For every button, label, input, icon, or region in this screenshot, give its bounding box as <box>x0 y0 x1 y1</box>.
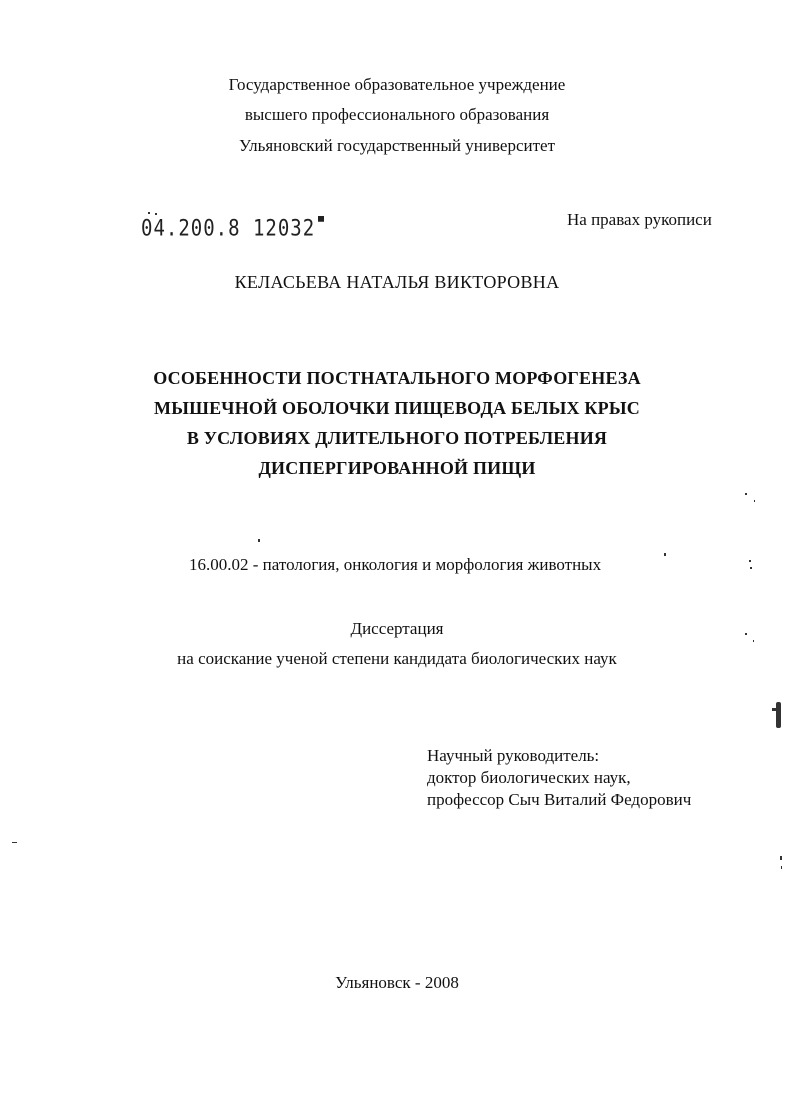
scan-speck <box>750 567 752 569</box>
scan-speck <box>754 500 755 502</box>
title-line-4: ДИСПЕРГИРОВАННОЙ ПИЩИ <box>258 458 536 478</box>
dissertation-label: Диссертация <box>350 619 444 638</box>
specialty-code: 16.00.02 - патология, онкология и морфология животных <box>189 555 602 574</box>
advisor-label: Научный руководитель: <box>427 746 600 765</box>
title-line-3: В УСЛОВИЯХ ДЛИТЕЛЬНОГО ПОТРЕБЛЕНИЯ <box>186 428 608 448</box>
institution-line-2: высшего профессионального образования <box>244 105 550 124</box>
archive-stamp-number: 04.200.8 12032 <box>141 216 316 242</box>
institution-line-3: Ульяновский государственный университет <box>239 136 555 155</box>
scan-speck <box>776 702 781 728</box>
scan-speck <box>780 856 782 860</box>
author-name: КЕЛАСЬЕВА НАТАЛЬЯ ВИКТОРОВНА <box>234 272 560 292</box>
scan-speck <box>781 866 782 869</box>
dissertation-title <box>0 363 794 483</box>
advisor-name: профессор Сыч Виталий Федорович <box>427 790 692 809</box>
stamp-mark-icon <box>318 216 324 222</box>
degree-line: на соискание ученой степени кандидата биологических наук <box>177 649 617 668</box>
scan-speck <box>12 842 17 843</box>
scan-speck <box>749 560 751 562</box>
city-year: Ульяновск - 2008 <box>335 973 459 992</box>
scan-speck <box>664 553 666 556</box>
scan-speck <box>148 212 150 214</box>
manuscript-note: На правах рукописи <box>567 210 712 229</box>
institution-line-1: Государственное образовательное учреждение <box>228 75 566 94</box>
scan-speck <box>745 633 747 635</box>
title-line-1: ОСОБЕННОСТИ ПОСТНАТАЛЬНОГО МОРФОГЕНЕЗА <box>153 368 641 388</box>
advisor-degree: доктор биологических наук, <box>427 768 631 787</box>
advisor-block <box>427 745 691 811</box>
scan-speck <box>753 640 754 642</box>
scan-speck <box>772 708 776 711</box>
title-line-2: МЫШЕЧНОЙ ОБОЛОЧКИ ПИЩЕВОДА БЕЛЫХ КРЫС <box>154 398 640 418</box>
scan-speck <box>258 539 260 542</box>
scan-speck <box>745 493 747 495</box>
archive-stamp <box>141 216 324 241</box>
scan-speck <box>155 213 157 215</box>
